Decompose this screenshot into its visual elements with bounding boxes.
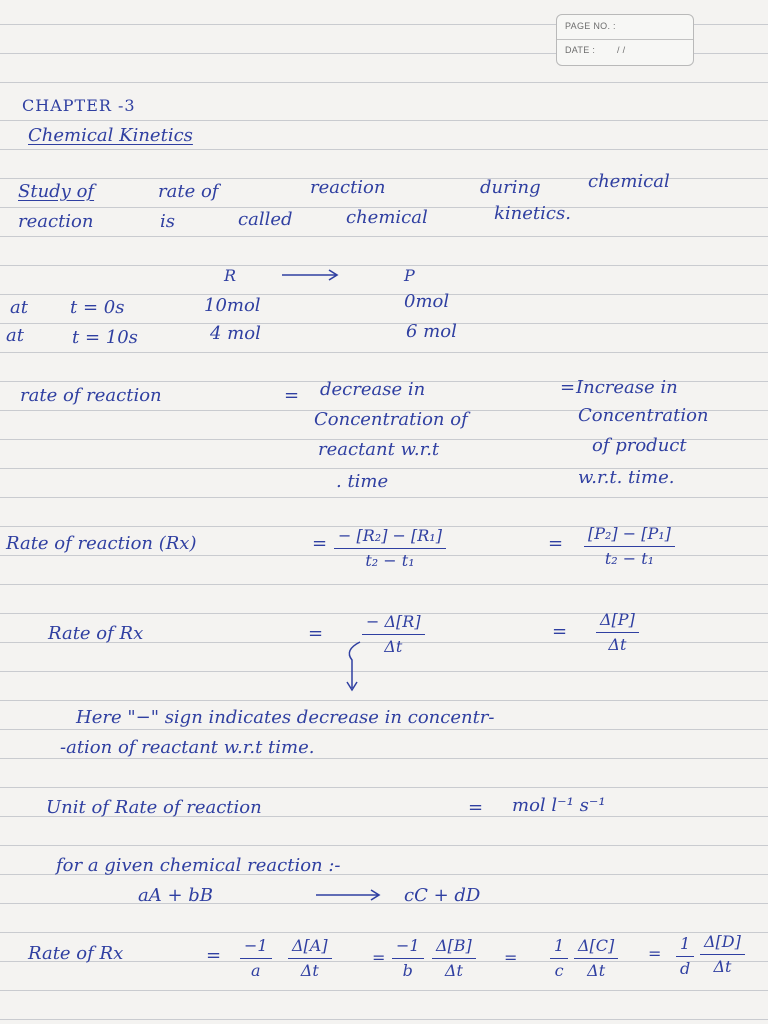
divider [557,39,693,40]
coefficient-fraction [392,936,424,981]
fraction-denominator: Δt [300,961,319,980]
reactant-text: decrease in [320,379,426,400]
coefficient-fraction [240,936,272,981]
fraction-numerator: [P₂] − [P₁] [584,524,675,547]
date-label: DATE : [565,45,596,55]
row-time: t = 0s [70,297,125,318]
fraction-denominator: t₂ − t₁ [604,549,655,568]
equals-sign: = [560,377,576,398]
reaction-rhs: cC + dD [404,885,481,906]
row-reactant: 4 mol [210,323,261,344]
fraction [362,612,425,657]
chapter-title: Chemical Kinetics [28,125,193,146]
product-symbol: P [404,266,415,285]
fraction [596,610,639,655]
definition-word: reaction [310,177,386,198]
coefficient-fraction [676,934,694,979]
page-date-box [556,14,694,66]
rate-delta-label: Rate of Rx [48,623,144,644]
fraction-numerator: − [R₂] − [R₁] [334,526,446,549]
row-reactant: 10mol [204,295,261,316]
reactant-symbol: R [224,266,237,285]
fraction-numerator: − Δ[R] [362,612,425,635]
definition-word: is [160,211,175,232]
unit-value: mol l⁻¹ s⁻¹ [512,795,606,816]
product-text: Increase in [576,377,678,398]
definition-word: chemical [588,171,670,192]
row-product: 0mol [404,291,450,312]
fraction-numerator: −1 [240,936,272,959]
rate-def-label: rate of reaction [20,385,162,406]
delta-fraction [574,936,618,981]
fraction-numerator: 1 [676,934,694,957]
equals-sign: = [372,948,386,967]
fraction-denominator: Δt [608,635,627,654]
fraction-numerator: Δ[P] [596,610,639,633]
definition-word: kinetics. [494,203,571,224]
fraction-denominator: Δt [713,957,732,976]
fraction-denominator: a [251,961,261,980]
row-product: 6 mol [406,321,457,342]
equals-sign: = [312,533,328,554]
equals-sign: = [308,623,324,644]
reactant-text: reactant w.r.t [318,439,440,460]
general-intro: for a given chemical reaction :- [56,855,341,876]
fraction-numerator: Δ[D] [700,932,745,955]
equals-sign: = [284,385,300,406]
equals-sign: = [504,948,518,967]
reactant-text: . time [336,471,389,492]
definition-word: rate of [158,181,219,202]
delta-fraction [288,936,332,981]
down-arrow-icon [340,640,370,692]
chapter-number: CHAPTER -3 [22,96,136,115]
product-text: of product [592,435,687,456]
row-time: t = 10s [72,327,138,348]
fraction [584,524,675,569]
equals-sign: = [206,945,222,966]
fraction-numerator: Δ[A] [288,936,332,959]
definition-word: called [238,209,293,230]
fraction [334,526,446,571]
definition-word: reaction [18,211,94,232]
reactant-text: Concentration of [314,409,468,430]
fraction-denominator: c [554,961,564,980]
delta-fraction [432,936,476,981]
equals-sign: = [468,797,484,818]
definition-word: during [480,177,541,198]
fraction-numerator: Δ[C] [574,936,618,959]
page-no-label: PAGE NO. : [565,21,616,31]
fraction-numerator: −1 [392,936,424,959]
equals-sign: = [552,621,568,642]
equals-sign: = [648,944,662,963]
reaction-lhs: aA + bB [138,885,214,906]
fraction-denominator: b [402,961,413,980]
rate-formula-label: Rate of reaction (Rx) [6,533,197,554]
row-at: at [10,297,28,318]
fraction-denominator: Δt [587,961,606,980]
fraction-denominator: Δt [444,961,463,980]
product-text: w.r.t. time. [578,467,675,488]
fraction-denominator: Δt [384,637,403,656]
definition-word: chemical [346,207,428,228]
definition-word: Study of [18,181,95,202]
coefficient-fraction [550,936,568,981]
fraction-denominator: t₂ − t₁ [365,551,415,570]
right-arrow-icon [316,888,386,902]
rate-general-label: Rate of Rx [28,943,124,964]
fraction-numerator: 1 [550,936,568,959]
note-line: -ation of reactant w.r.t time. [60,737,315,758]
right-arrow-icon [282,268,342,282]
fraction-numerator: Δ[B] [432,936,476,959]
fraction-denominator: d [679,959,691,978]
date-value: / / [617,45,626,55]
equals-sign: = [548,533,564,554]
product-text: Concentration [578,405,709,426]
delta-fraction [700,932,745,977]
unit-label: Unit of Rate of reaction [46,797,262,818]
row-at: at [6,325,24,346]
note-line: Here "−" sign indicates decrease in concentr- [76,707,495,728]
